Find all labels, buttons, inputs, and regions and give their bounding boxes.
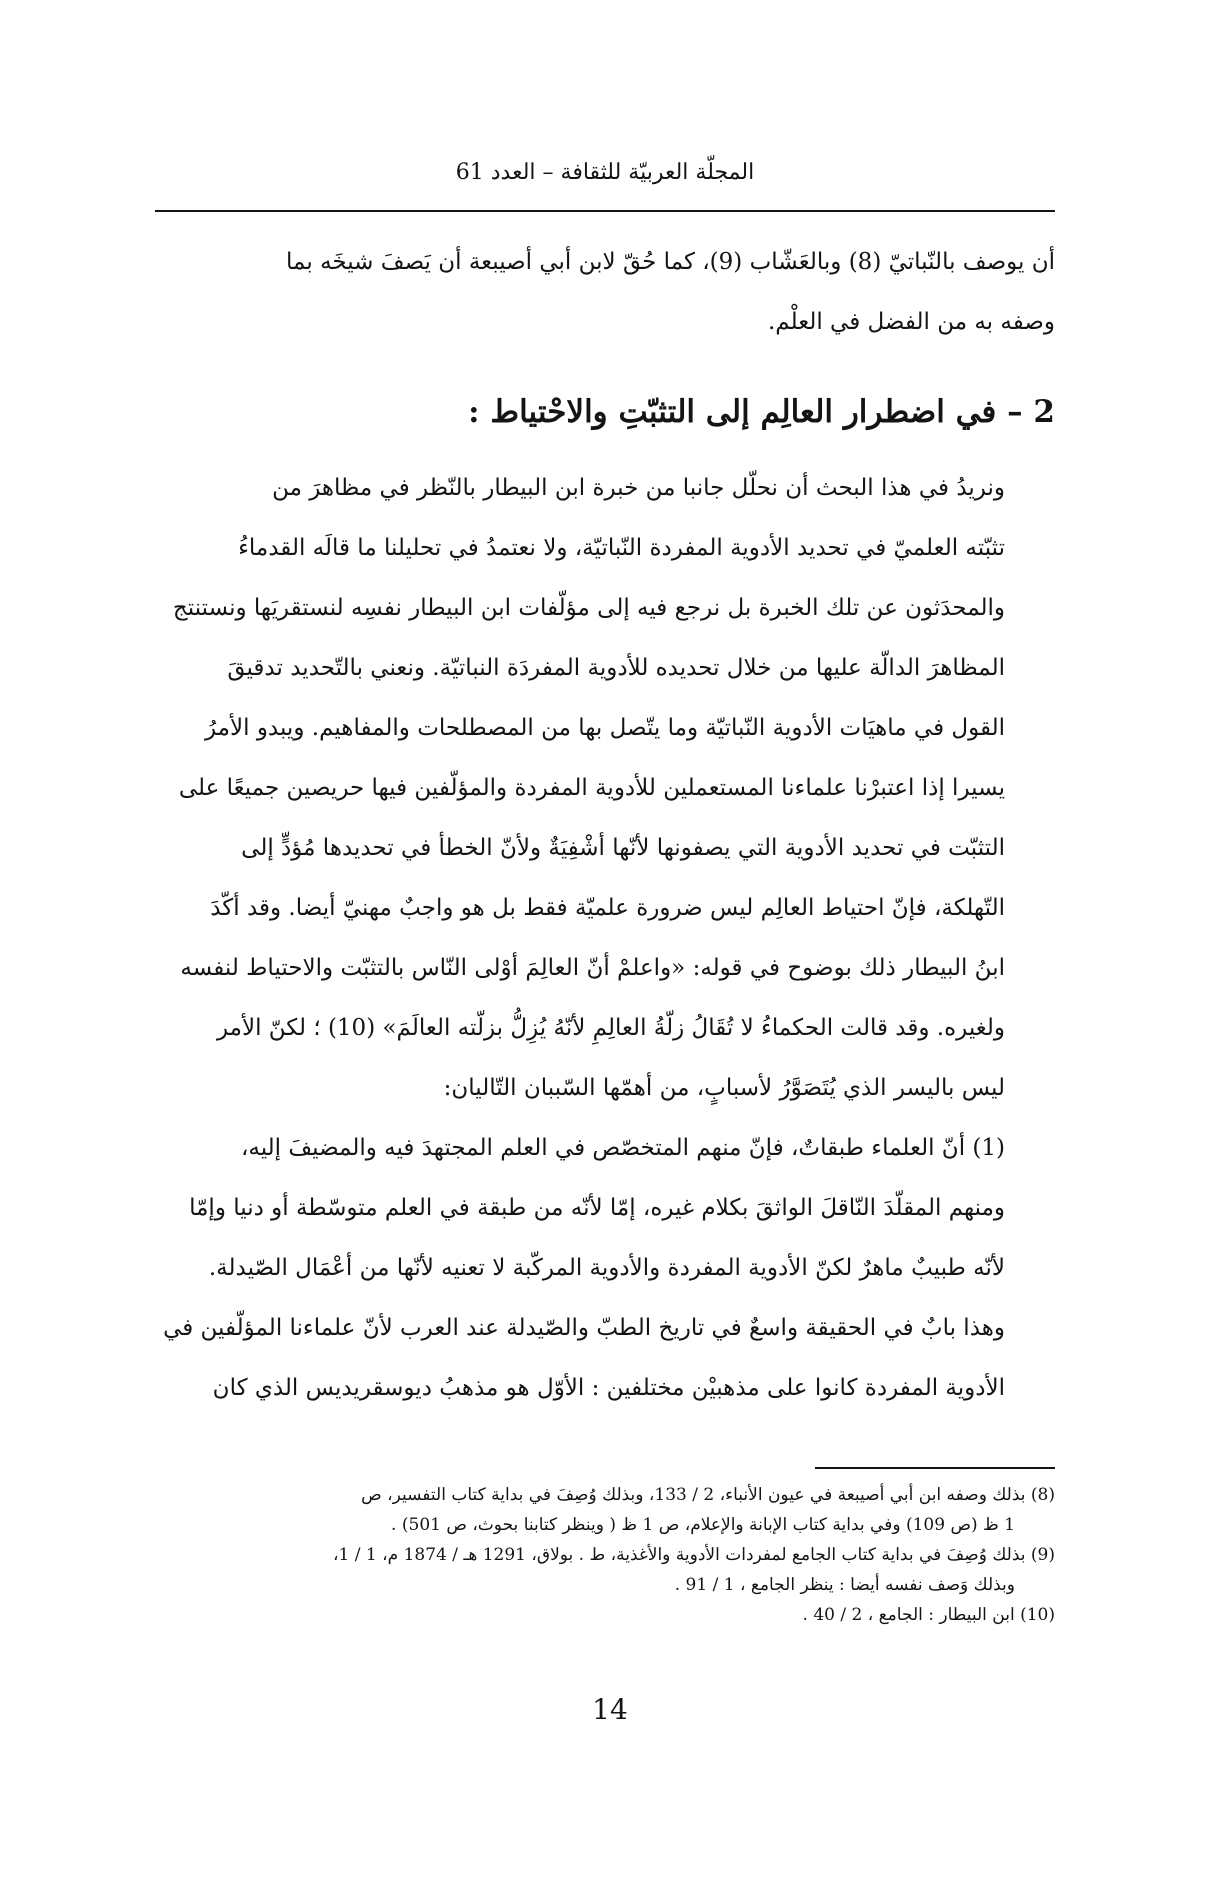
text-line: ولغيره. وقد قالت الحكماءُ لا تُقَالُ زلّةُ العالِمِ لأنّهُ يُزِلُّ بزلّته العالَمَ» (10) ؛ لكنّ الأمر	[216, 1015, 1005, 1041]
footnote-8	[155, 1480, 1055, 1540]
text-line: التّهلكة، فإنّ احتياط العالِم ليس ضرورة علميّة فقط بل هو واجبٌ مهنيّ أيضا. وقد أكّدَ	[210, 895, 1005, 921]
footnote-line: (9) بذلك وُصِفَ في بداية كتاب الجامع لمفردات الأدوية والأغذية، ط . بولاق، 1291 هـ / 1874 م، 1 / 1،	[333, 1545, 1055, 1565]
text-line: ابنُ البيطار ذلك بوضوح في قوله: «واعلمْ أنّ العالِمَ أوْلى النّاس بالتثبّت والاحتياط لنفسه	[180, 955, 1005, 981]
footnote-line: (10) ابن البيطار : الجامع ، 2 / 40 .	[802, 1605, 1055, 1625]
footnote-line: 1 ظ (ص 109) وفي بداية كتاب الإبانة والإعلام، ص 1 ظ ( وينظر كتابنا بحوث، ص 501) .	[391, 1515, 1015, 1535]
text-line: الأدوية المفردة كانوا على مذهبيْن مختلفين : الأوّل هو مذهبُ ديوسقريديس الذي كان	[212, 1375, 1005, 1401]
footnote-line: وبذلك وَصف نفسه أيضا : ينظر الجامع ، 1 / 91 .	[674, 1575, 1015, 1595]
text-line: لأنّه طبيبٌ ماهرٌ لكنّ الأدوية المفردة والأدوية المركّبة لا تعنيه لأنّها من أعْمَال الصّيدلة.	[208, 1255, 1005, 1281]
header-divider	[155, 210, 1055, 212]
text-line: وهذا بابٌ في الحقيقة واسعٌ في تاريخ الطبّ والصّيدلة عند العرب لأنّ علماءنا المؤلّفين في	[163, 1315, 1005, 1341]
intro-paragraph	[155, 232, 1055, 352]
body-paragraph-2	[155, 1118, 1055, 1418]
footnote-9	[155, 1540, 1055, 1600]
footnote-line: (8) بذلك وصفه ابن أبي أصيبعة في عيون الأنباء، 2 / 133، وبذلك وُصِفَ في بداية كتاب التفسير، ص	[361, 1485, 1055, 1505]
footnotes	[155, 1480, 1055, 1630]
footnote-divider	[815, 1467, 1055, 1469]
text-line: (1) أنّ العلماء طبقاتٌ، فإنّ منهم المتخصّص في العلم المجتهدَ فيه والمضيفَ إليه،	[240, 1135, 1005, 1161]
text-line: يسيرا إذا اعتبرْنا علماءنا المستعملين للأدوية المفردة والمؤلّفين فيها حريصين جميعًا على	[178, 775, 1005, 801]
page-number: 14	[592, 1693, 628, 1726]
text-line: ليس باليسر الذي يُتَصَوَّرُ لأسبابٍ، من أهمّها السّببان التّاليان:	[443, 1075, 1005, 1101]
text-line: المظاهرَ الدالّة عليها من خلال تحديده للأدوية المفردَة النباتيّة. ونعني بالتّحديد تدقيقَ	[227, 655, 1005, 681]
text-line: تثبّته العلميّ في تحديد الأدوية المفردة النّباتيّة، ولا نعتمدُ في تحليلنا ما قالَه القدماءُ	[238, 535, 1005, 561]
footnote-10	[155, 1600, 1055, 1630]
text-line: التثبّت في تحديد الأدوية التي يصفونها لأنّها أشْفِيَةٌ ولأنّ الخطأ في تحديدها مُؤدٍّ إلى	[241, 835, 1005, 861]
running-header: المجلّة العربيّة للثقافة – العدد 61	[455, 160, 755, 185]
text-line: أن يوصف بالنّباتيّ (8) وبالعَشّاب (9)، كما حُقّ لابن أبي أصيبعة أن يَصفَ شيخَه بما	[286, 249, 1055, 275]
text-line: وصفه به من الفضل في العلْم.	[767, 309, 1055, 335]
text-line: والمحدَثون عن تلك الخبرة بل نرجع فيه إلى مؤلّفات ابن البيطار نفسِه لنستقريَها ونستنتج	[172, 595, 1005, 621]
section-heading: 2 – في اضطرار العالِم إلى التثبّتِ والاحْتياط :	[468, 394, 1055, 430]
body-paragraph-1	[155, 458, 1055, 1118]
text-line: ونريدُ في هذا البحث أن نحلّل جانبا من خبرة ابن البيطار بالنّظر في مظاهرَ من	[272, 475, 1005, 501]
text-line: ومنهم المقلّدَ النّاقلَ الواثقَ بكلام غيره، إمّا لأنّه من طبقة في العلم متوسّطة أو دنيا وإمّا	[189, 1195, 1005, 1221]
text-line: القول في ماهيَات الأدوية النّباتيّة وما يتّصل بها من المصطلحات والمفاهيم. ويبدو الأمرُ	[204, 715, 1005, 741]
